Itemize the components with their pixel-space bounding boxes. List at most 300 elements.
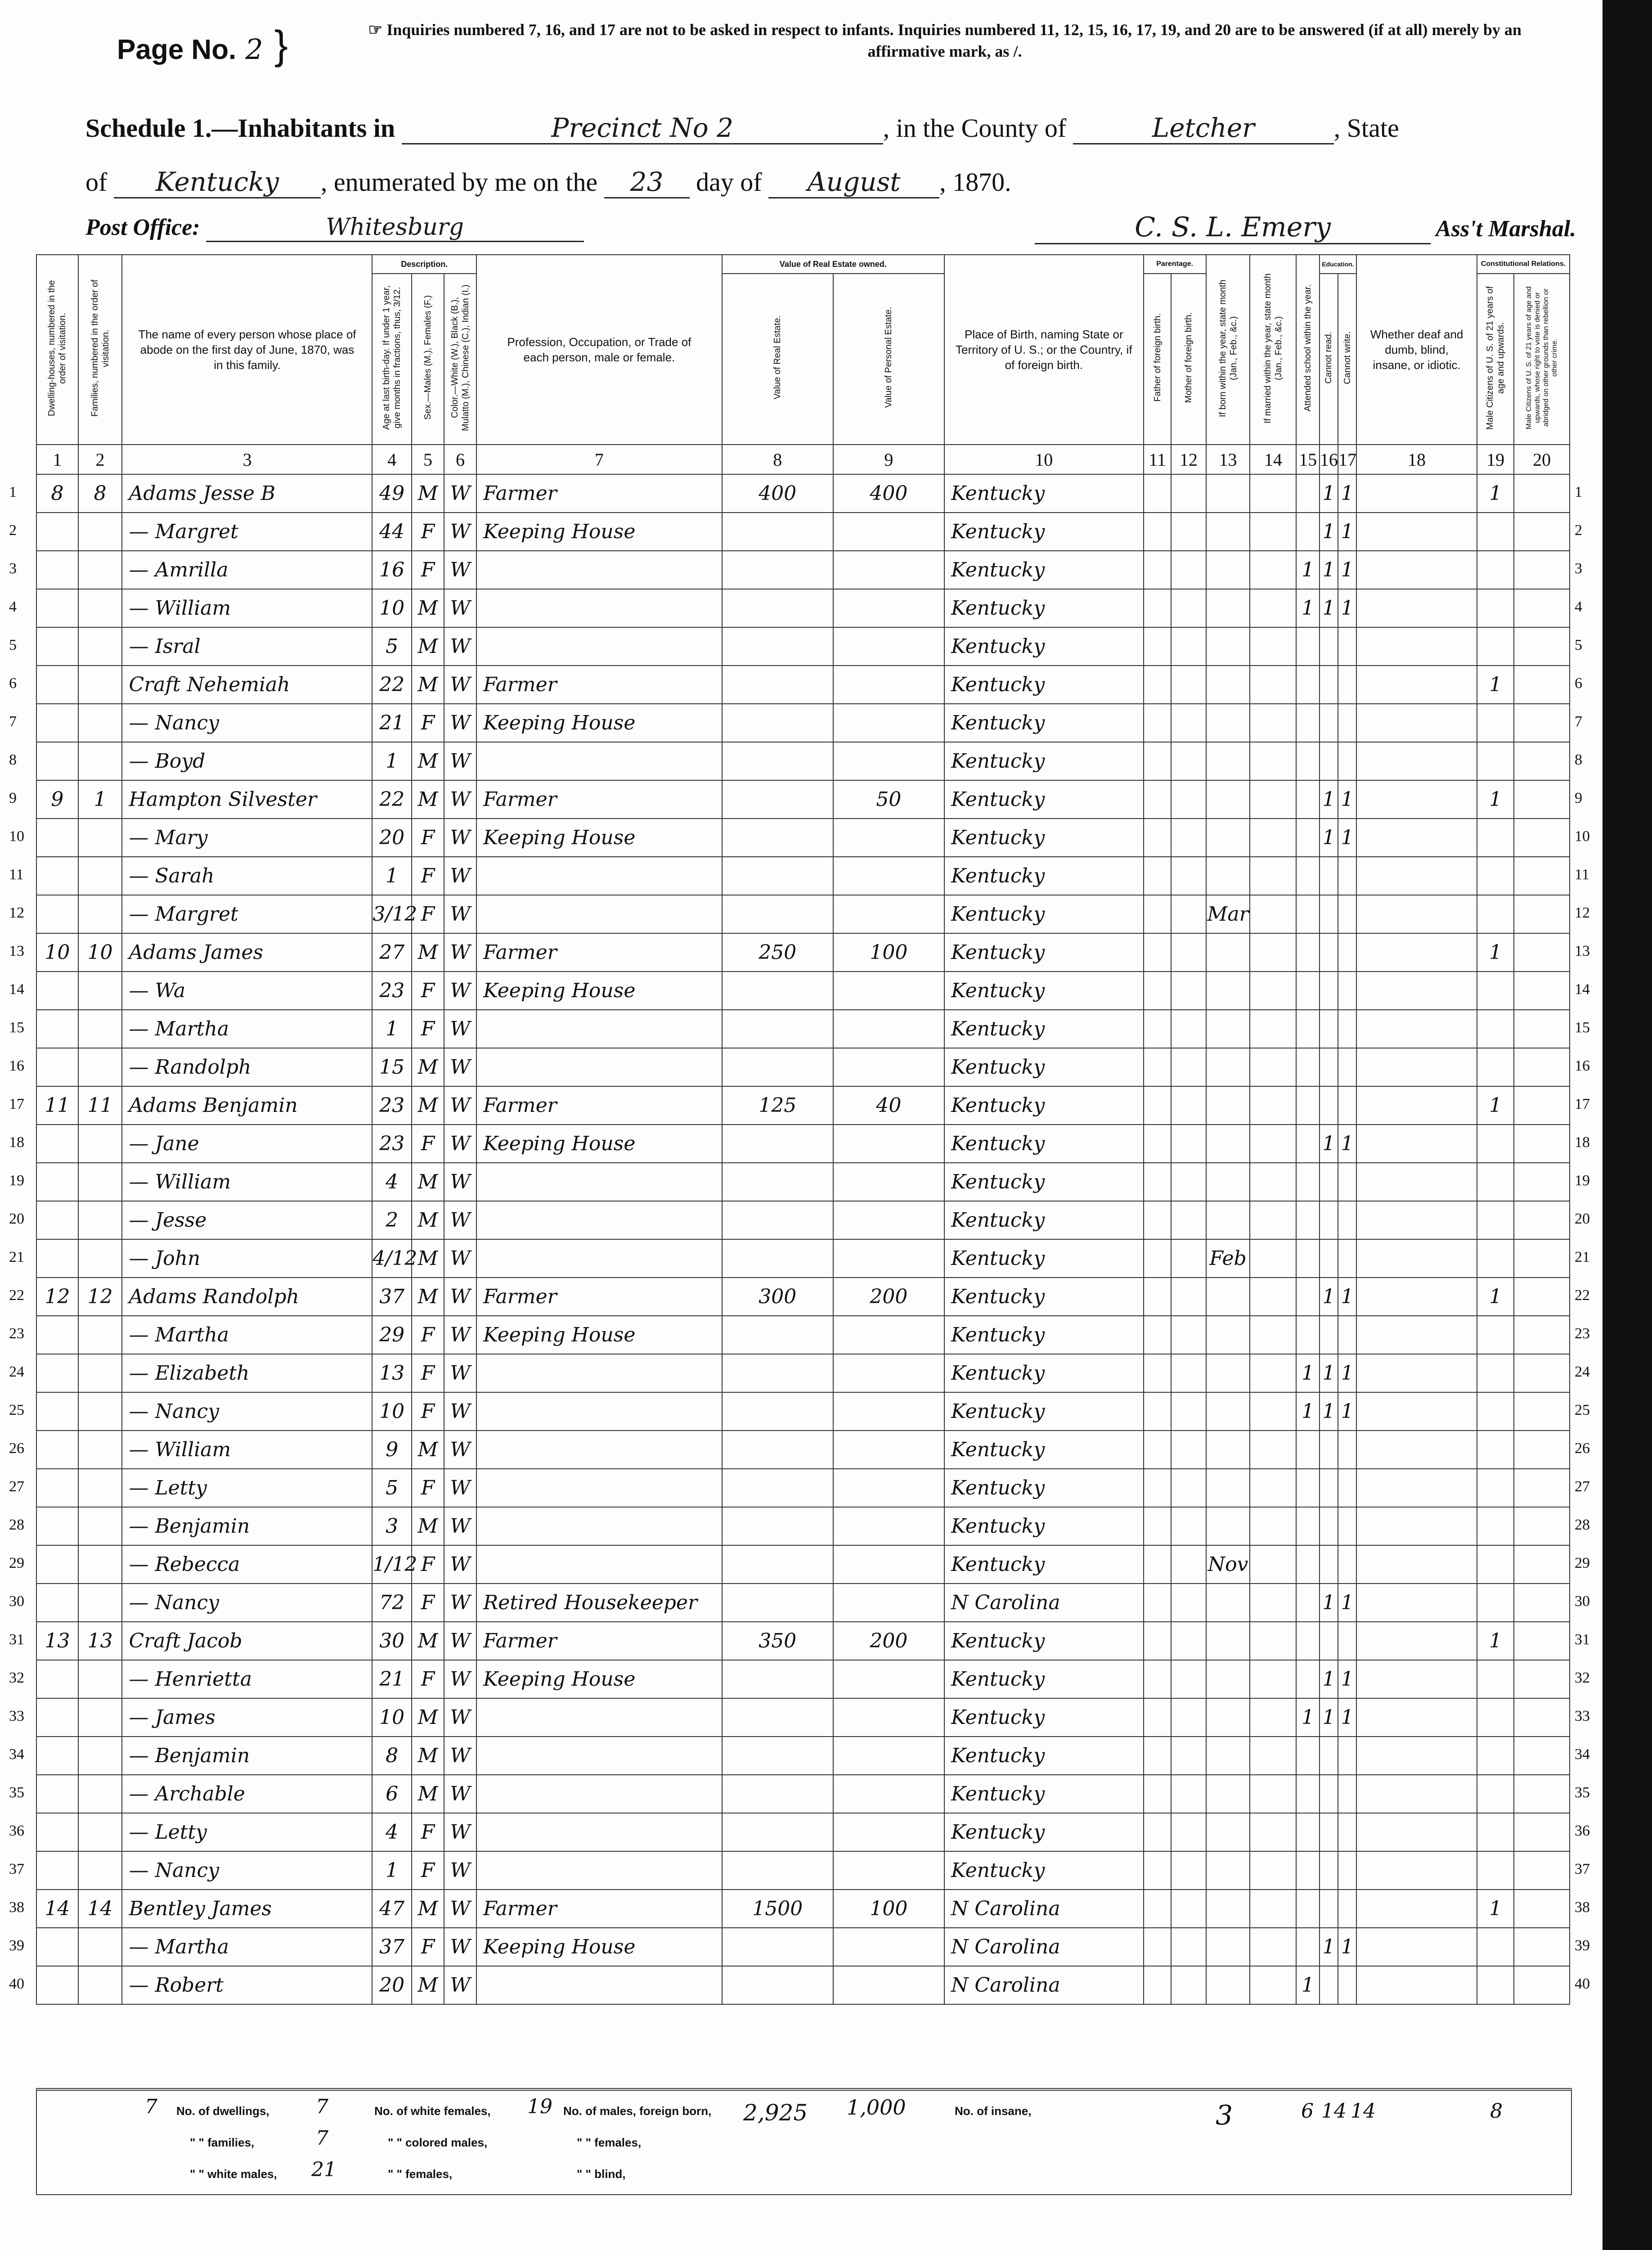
father-foreign (1144, 742, 1172, 780)
mother-foreign (1171, 742, 1206, 780)
color: W (444, 1010, 476, 1048)
real-estate-value (722, 1431, 833, 1469)
cannot-read (1320, 1890, 1338, 1928)
married-within-year (1250, 1507, 1296, 1545)
male-citizen (1477, 1507, 1514, 1545)
birthplace: Kentucky (944, 1354, 1144, 1392)
personal-estate-value (833, 1201, 944, 1239)
dwelling-number (36, 1737, 78, 1775)
deaf-blind-insane (1356, 1507, 1477, 1545)
occupation: Retired Housekeeper (476, 1584, 722, 1622)
deaf-blind-insane (1356, 474, 1477, 513)
attended-school (1296, 1660, 1319, 1698)
cannot-write (1338, 1431, 1356, 1469)
line-number-left: 11 (9, 866, 24, 883)
vote-denied (1514, 589, 1570, 627)
dwelling-number (36, 1966, 78, 2004)
mother-foreign (1171, 1392, 1206, 1431)
male-citizen: 1 (1477, 1622, 1514, 1660)
married-within-year (1250, 666, 1296, 704)
table-row (36, 1584, 1570, 1622)
father-foreign (1144, 1125, 1172, 1163)
personal-estate-value: 100 (833, 933, 944, 972)
col-header-5: Sex.—Males (M.), Females (F.) (422, 295, 433, 420)
line-number-left: 7 (9, 713, 17, 730)
deaf-blind-insane (1356, 857, 1477, 895)
color: W (444, 1392, 476, 1431)
cannot-write (1338, 1086, 1356, 1125)
married-within-year (1250, 1851, 1296, 1890)
table-row (36, 780, 1570, 819)
married-within-year (1250, 1354, 1296, 1392)
age: 23 (372, 1086, 412, 1125)
brace-mark: } (263, 23, 288, 68)
married-within-year (1250, 1469, 1296, 1507)
dwelling-number (36, 972, 78, 1010)
write-total: 14 (1351, 2100, 1376, 2123)
family-number (78, 1737, 122, 1775)
male-citizen: 1 (1477, 666, 1514, 704)
mother-foreign (1171, 857, 1206, 895)
cannot-write (1338, 1163, 1356, 1201)
cannot-write (1338, 666, 1356, 704)
deaf-blind-insane (1356, 1239, 1477, 1278)
father-foreign (1144, 1737, 1172, 1775)
male-citizen (1477, 1125, 1514, 1163)
vote-denied (1514, 474, 1570, 513)
sex: M (412, 1163, 444, 1201)
sex: M (412, 1239, 444, 1278)
foreign-born-label: No. of males, foreign born, (563, 2104, 712, 2118)
age: 6 (372, 1775, 412, 1813)
line-number-left: 40 (9, 1976, 24, 1992)
line-number-left: 39 (9, 1937, 24, 1954)
deaf-blind-insane (1356, 589, 1477, 627)
cannot-read (1320, 1316, 1338, 1354)
person-name: — Amrilla (122, 551, 372, 589)
family-number (78, 1010, 122, 1048)
male-citizen: 1 (1477, 1086, 1514, 1125)
personal-estate-value (833, 857, 944, 895)
cannot-read: 1 (1320, 1698, 1338, 1737)
person-name: — Margret (122, 513, 372, 551)
attended-school (1296, 627, 1319, 666)
person-name: — Letty (122, 1813, 372, 1851)
occupation (476, 551, 722, 589)
dwellings-value: 7 (316, 2095, 328, 2118)
real-estate-value (722, 1163, 833, 1201)
occupation: Keeping House (476, 513, 722, 551)
summary-section (36, 2088, 1572, 2195)
family-number (78, 1660, 122, 1698)
cannot-write: 1 (1338, 513, 1356, 551)
age: 1 (372, 1010, 412, 1048)
color: W (444, 474, 476, 513)
male-citizen (1477, 1010, 1514, 1048)
line-number-right: 38 (1575, 1899, 1590, 1916)
occupation: Farmer (476, 1278, 722, 1316)
born-within-year (1206, 551, 1250, 589)
mother-foreign (1171, 780, 1206, 819)
mother-foreign (1171, 1239, 1206, 1278)
mother-foreign (1171, 1469, 1206, 1507)
real-estate-value (722, 1354, 833, 1392)
line-number-right: 40 (1575, 1976, 1590, 1992)
line-number-right: 37 (1575, 1861, 1590, 1877)
cannot-write: 1 (1338, 1354, 1356, 1392)
age: 37 (372, 1928, 412, 1966)
male-citizen (1477, 1851, 1514, 1890)
sex: F (412, 513, 444, 551)
person-name: — Boyd (122, 742, 372, 780)
cannot-write: 1 (1338, 1660, 1356, 1698)
dwelling-number (36, 1507, 78, 1545)
person-name: — Archable (122, 1775, 372, 1813)
male-citizen (1477, 1966, 1514, 2004)
family-number (78, 972, 122, 1010)
foreign-females-label: " " females, (577, 2136, 642, 2149)
line-number-right: 31 (1575, 1631, 1590, 1648)
line-number-right: 13 (1575, 943, 1590, 959)
real-estate-value (722, 1201, 833, 1239)
line-number-left: 38 (9, 1899, 24, 1916)
married-within-year (1250, 1316, 1296, 1354)
family-number (78, 589, 122, 627)
person-name: — Robert (122, 1966, 372, 2004)
table-row (36, 1698, 1570, 1737)
family-number (78, 895, 122, 933)
sex: F (412, 972, 444, 1010)
personal-estate-value (833, 1048, 944, 1086)
table-row (36, 704, 1570, 742)
cannot-write (1338, 627, 1356, 666)
column-number: 4 (372, 445, 412, 474)
white-males-label: " " white males, (190, 2167, 277, 2181)
dwelling-number: 13 (36, 1622, 78, 1660)
birthplace: Kentucky (944, 819, 1144, 857)
sex: M (412, 1737, 444, 1775)
age: 5 (372, 1469, 412, 1507)
birthplace: Kentucky (944, 1125, 1144, 1163)
line-number-right: 3 (1575, 560, 1582, 577)
born-within-year (1206, 1316, 1250, 1354)
dwelling-number (36, 1316, 78, 1354)
line-number-left: 31 (9, 1631, 24, 1648)
cannot-read (1320, 742, 1338, 780)
post-office-label: Post Office: (85, 215, 200, 240)
cannot-write (1338, 1316, 1356, 1354)
real-estate-value (722, 513, 833, 551)
dwelling-number (36, 1201, 78, 1239)
col-header-4: Age at last birth-day. If under 1 year, give months in fractions, thus, 3/12. (382, 285, 403, 430)
line-number-right: 33 (1575, 1708, 1590, 1724)
married-within-year (1250, 1010, 1296, 1048)
birthplace: Kentucky (944, 1545, 1144, 1584)
age: 23 (372, 972, 412, 1010)
family-number (78, 1966, 122, 2004)
dwelling-number (36, 1698, 78, 1737)
male-citizen (1477, 704, 1514, 742)
family-number: 8 (78, 474, 122, 513)
personal-estate-value (833, 1431, 944, 1469)
mother-foreign (1171, 1086, 1206, 1125)
read-total: 14 (1321, 2100, 1347, 2123)
family-number (78, 1316, 122, 1354)
age: 1 (372, 742, 412, 780)
occupation (476, 1163, 722, 1201)
vote-denied (1514, 666, 1570, 704)
column-number: 13 (1206, 445, 1250, 474)
person-name: — Margret (122, 895, 372, 933)
census-table (36, 254, 1570, 2005)
attended-school (1296, 1737, 1319, 1775)
line-number-left: 18 (9, 1134, 24, 1151)
state-label: , State (1333, 113, 1399, 143)
birthplace: Kentucky (944, 933, 1144, 972)
father-foreign (1144, 1966, 1172, 2004)
colored-females-label: " " females, (388, 2167, 453, 2181)
age: 20 (372, 819, 412, 857)
born-within-year (1206, 1010, 1250, 1048)
scan-border (1603, 0, 1652, 2250)
attended-school (1296, 704, 1319, 742)
birthplace: Kentucky (944, 1660, 1144, 1698)
col-header-9: Value of Personal Estate. (884, 307, 894, 408)
mother-foreign (1171, 972, 1206, 1010)
line-number-left: 6 (9, 675, 17, 692)
married-within-year (1250, 742, 1296, 780)
mother-foreign (1171, 1851, 1206, 1890)
personal-estate-total: 1,000 (847, 2095, 906, 2120)
group-header-row (36, 255, 1570, 274)
occupation (476, 1813, 722, 1851)
mother-foreign (1171, 589, 1206, 627)
family-number (78, 1851, 122, 1890)
cannot-read (1320, 1201, 1338, 1239)
table-row (36, 1086, 1570, 1125)
deaf-blind-insane (1356, 1010, 1477, 1048)
dwelling-number (36, 895, 78, 933)
dwelling-number (36, 1010, 78, 1048)
cannot-read (1320, 1622, 1338, 1660)
cannot-read: 1 (1320, 780, 1338, 819)
father-foreign (1144, 1278, 1172, 1316)
dwelling-number: 12 (36, 1278, 78, 1316)
line-number-left: 9 (9, 790, 17, 806)
month-field: August (768, 166, 939, 198)
line-number-left: 34 (9, 1746, 24, 1763)
real-estate-value (722, 1775, 833, 1813)
mother-foreign (1171, 1545, 1206, 1584)
born-within-year (1206, 1048, 1250, 1086)
married-within-year (1250, 1584, 1296, 1622)
family-number (78, 1201, 122, 1239)
occupation: Farmer (476, 474, 722, 513)
table-row (36, 933, 1570, 972)
male-citizen (1477, 1698, 1514, 1737)
sex: M (412, 1431, 444, 1469)
attended-school (1296, 895, 1319, 933)
dwelling-number (36, 513, 78, 551)
occupation (476, 895, 722, 933)
line-number-left: 29 (9, 1555, 24, 1571)
birthplace: Kentucky (944, 627, 1144, 666)
table-row (36, 819, 1570, 857)
occupation: Farmer (476, 666, 722, 704)
married-within-year (1250, 895, 1296, 933)
table-row (36, 1163, 1570, 1201)
color: W (444, 666, 476, 704)
sex: M (412, 1507, 444, 1545)
father-foreign (1144, 1392, 1172, 1431)
color: W (444, 1584, 476, 1622)
white-females-value: 19 (527, 2095, 552, 2118)
vote-denied (1514, 1737, 1570, 1775)
birthplace: Kentucky (944, 972, 1144, 1010)
line-number-left: 14 (9, 981, 24, 998)
occupation (476, 1392, 722, 1431)
person-name: — Nancy (122, 1392, 372, 1431)
col-header-14: If married within the year, state month (Jan., Feb., &c.) (1262, 273, 1284, 423)
born-within-year (1206, 1086, 1250, 1125)
birthplace: Kentucky (944, 474, 1144, 513)
attended-school (1296, 1507, 1319, 1545)
born-within-year: Feb (1206, 1239, 1250, 1278)
color: W (444, 1737, 476, 1775)
born-within-year (1206, 1431, 1250, 1469)
age: 1 (372, 1851, 412, 1890)
vote-denied (1514, 1278, 1570, 1316)
summary-count-col1: 7 (145, 2095, 157, 2118)
family-number (78, 1163, 122, 1201)
table-row (36, 895, 1570, 933)
line-number-right: 28 (1575, 1516, 1590, 1533)
dwelling-number (36, 1354, 78, 1392)
table-row (36, 589, 1570, 627)
family-number (78, 551, 122, 589)
cannot-read (1320, 1813, 1338, 1851)
attended-school (1296, 1431, 1319, 1469)
column-number-row (36, 445, 1570, 474)
color: W (444, 1890, 476, 1928)
father-foreign (1144, 1469, 1172, 1507)
father-foreign (1144, 627, 1172, 666)
attended-school: 1 (1296, 1698, 1319, 1737)
cannot-write (1338, 895, 1356, 933)
attended-school (1296, 1775, 1319, 1813)
family-number (78, 1813, 122, 1851)
attended-school (1296, 474, 1319, 513)
deaf-blind-insane (1356, 1125, 1477, 1163)
table-row (36, 1966, 1570, 2004)
birthplace: Kentucky (944, 895, 1144, 933)
day-of-label: day of (696, 167, 762, 197)
cannot-read: 1 (1320, 819, 1338, 857)
married-within-year (1250, 1622, 1296, 1660)
family-number (78, 1507, 122, 1545)
birthplace: Kentucky (944, 857, 1144, 895)
cannot-write: 1 (1338, 1698, 1356, 1737)
sex: M (412, 1890, 444, 1928)
person-name: — Nancy (122, 704, 372, 742)
cannot-read (1320, 627, 1338, 666)
line-number-right: 19 (1575, 1172, 1590, 1189)
column-number: 8 (722, 445, 833, 474)
cannot-read (1320, 1239, 1338, 1278)
occupation: Farmer (476, 1622, 722, 1660)
line-number-right: 20 (1575, 1210, 1590, 1227)
occupation (476, 857, 722, 895)
color: W (444, 1507, 476, 1545)
personal-estate-value: 40 (833, 1086, 944, 1125)
real-estate-value (722, 627, 833, 666)
married-within-year (1250, 1125, 1296, 1163)
cannot-write (1338, 1201, 1356, 1239)
mother-foreign (1171, 1622, 1206, 1660)
families-value: 7 (316, 2127, 328, 2150)
deaf-blind-insane (1356, 742, 1477, 780)
married-within-year (1250, 857, 1296, 895)
real-estate-value (722, 1584, 833, 1622)
birthplace: Kentucky (944, 589, 1144, 627)
attended-school (1296, 933, 1319, 972)
dwelling-number (36, 857, 78, 895)
father-foreign (1144, 551, 1172, 589)
male-citizen (1477, 551, 1514, 589)
table-row (36, 1316, 1570, 1354)
column-number: 12 (1171, 445, 1206, 474)
cannot-read (1320, 1851, 1338, 1890)
birthplace: Kentucky (944, 551, 1144, 589)
family-number: 11 (78, 1086, 122, 1125)
deaf-blind-insane (1356, 1851, 1477, 1890)
deaf-blind-insane (1356, 1698, 1477, 1737)
mother-foreign (1171, 704, 1206, 742)
family-number (78, 1392, 122, 1431)
color: W (444, 1431, 476, 1469)
table-row (36, 1928, 1570, 1966)
mother-foreign (1171, 1125, 1206, 1163)
deaf-blind-insane (1356, 1201, 1477, 1239)
personal-estate-value (833, 1545, 944, 1584)
table-row (36, 1660, 1570, 1698)
dwelling-number (36, 1392, 78, 1431)
cannot-read (1320, 1775, 1338, 1813)
father-foreign (1144, 1239, 1172, 1278)
cannot-write (1338, 1622, 1356, 1660)
cannot-write: 1 (1338, 780, 1356, 819)
person-name: — William (122, 1163, 372, 1201)
married-within-year (1250, 819, 1296, 857)
deaf-blind-insane (1356, 1354, 1477, 1392)
line-number-right: 26 (1575, 1440, 1590, 1457)
person-name: — Benjamin (122, 1737, 372, 1775)
person-name: Craft Jacob (122, 1622, 372, 1660)
deaf-blind-insane (1356, 1163, 1477, 1201)
cannot-read: 1 (1320, 513, 1338, 551)
real-estate-value (722, 1392, 833, 1431)
line-number-left: 36 (9, 1822, 24, 1839)
inquiries-note: ☞ Inquiries numbered 7, 16, and 17 are not to be asked in respect to infants. Inquiries numbered 11, 12, 15, 16, 17, 19, and 20 are to be answered (if at all) merely by an affirmative mark, as /. (368, 21, 1522, 60)
year-label: , 1870. (939, 167, 1011, 197)
father-foreign (1144, 704, 1172, 742)
occupation: Keeping House (476, 819, 722, 857)
person-name: — Letty (122, 1469, 372, 1507)
person-name: Hampton Silvester (122, 780, 372, 819)
person-name: Adams Benjamin (122, 1086, 372, 1125)
column-number: 9 (833, 445, 944, 474)
born-within-year (1206, 1163, 1250, 1201)
